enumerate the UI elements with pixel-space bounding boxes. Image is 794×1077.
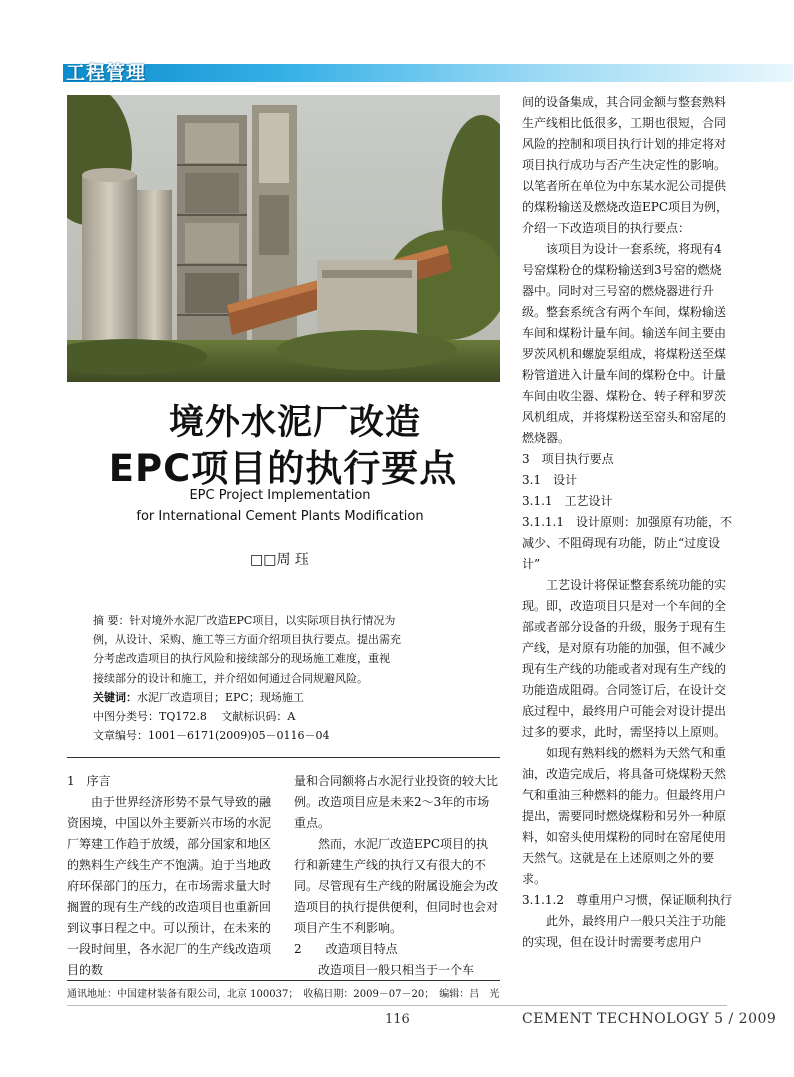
cement-plant-photo bbox=[67, 95, 500, 382]
section-label: 工程管理 bbox=[66, 62, 147, 84]
body-column-middle bbox=[294, 771, 500, 981]
body-paragraph: 如现有熟料线的燃料为天然气和重油，改造完成后，将具备可烧煤粉天然气和重油三种燃料的能力。但最终用户提出，需要同时燃烧煤粉和另外一种原料，如窑头使用煤粉的同时在窑尾使用天然气。这就是在上述原则之外的要求。 bbox=[522, 746, 727, 886]
body-paragraph: 3.1.1.2 尊重用户习惯，保证顺利执行 bbox=[522, 893, 732, 907]
title-chinese-line-2: EPC项目的执行要点 bbox=[108, 447, 458, 490]
body-paragraph: 量和合同额将占水泥行业投资的较大比例。改造项目应是未来2～3年的市场重点。 bbox=[294, 774, 499, 830]
keywords-value: 水泥厂改造项目；EPC；现场施工 bbox=[137, 690, 304, 704]
body-column-left bbox=[67, 771, 275, 981]
body-paragraph: 此外，最终用户一般只关注于功能的实现，但在设计时需要考虑用户 bbox=[522, 914, 727, 949]
body-paragraph: 3.1.1.1 设计原则：加强原有功能，不减少、不阻碍现有功能，防止“过度设计” bbox=[522, 515, 732, 571]
abstract-line: 接续部分的设计和施工，并介绍如何通过合同规避风险。 bbox=[93, 671, 368, 685]
abstract-line: 分考虑改造项目的执行风险和接续部分的现场施工难度，重视 bbox=[93, 652, 390, 666]
abstract-line: 摘 要：针对境外水泥厂改造EPC项目，以实际项目执行情况为 bbox=[93, 614, 396, 627]
body-paragraph: 间的设备集成，其合同金额与整套熟料生产线相比低很多，工期也很短，合同风险的控制和项目执行计划的排定将对项目执行成功与否产生决定性的影响。以笔者所在单位为中东某水泥公司提供的煤粉输送及燃烧改造EPC项目为例，介绍一下改造项目的执行要点： bbox=[522, 95, 729, 235]
authors: □□周 珏 bbox=[250, 552, 309, 568]
footnote: 通讯地址：中国建材装备有限公司，北京 100037； 收稿日期：2009－07－20； 编辑：吕 光 bbox=[67, 989, 500, 1000]
section-heading: 2 改造项目特点 bbox=[294, 942, 398, 956]
section-heading: 3.1 设计 bbox=[522, 473, 578, 487]
title-english-line-2: for International Cement Plants Modification bbox=[136, 509, 424, 524]
body-paragraph: 该项目为设计一套系统，将现有4号窑煤粉仓的煤粉输送到3号窑的燃烧器中。同时对三号窑的燃烧器进行升级。整套系统含有两个车间，煤粉输送车间和煤粉计量车间。输送车间主要由罗茨风机和螺旋泵组成，将煤粉送至煤粉管道进入计量车间的煤粉仓中。计量车间由收尘器、煤粉仓、转子秤和罗茨风机组成，并将煤粉送至窑头和窑尾的燃烧器。 bbox=[522, 242, 727, 445]
title-english-line-1: EPC Project Implementation bbox=[189, 488, 371, 503]
footer-rule bbox=[67, 1005, 727, 1006]
body-paragraph: 改造项目一般只相当于一个车 bbox=[318, 963, 475, 977]
body-column-right bbox=[522, 92, 732, 953]
page-number: 116 bbox=[385, 1012, 410, 1027]
abstract-divider bbox=[67, 757, 500, 758]
section-heading: 3 项目执行要点 bbox=[522, 452, 614, 466]
body-paragraph: 工艺设计将保证整套系统功能的实现。即，改造项目只是对一个车间的全部或者部分设备的升级，服务于现有生产线，是对原有功能的加强，但不减少现有生产线的功能或者对现有生产线的功能造成阻碍。合同签订后，在设计交底过程中，最终用户可能会对设计提出过多的要求，此时，需坚持以上原则。 bbox=[522, 578, 727, 739]
keywords bbox=[93, 688, 488, 707]
journal-name: CEMENT TECHNOLOGY 5 / 2009 bbox=[522, 1011, 777, 1027]
keywords-label: 关键词： bbox=[93, 690, 137, 704]
classification-number: 中图分类号：TQ172.8 文献标识码：A bbox=[93, 710, 296, 724]
section-heading: 3.1.1 工艺设计 bbox=[522, 494, 613, 508]
section-heading: 1 序言 bbox=[67, 774, 111, 788]
header-band bbox=[63, 64, 793, 82]
abstract-block bbox=[93, 611, 488, 745]
article-number: 文章编号：1001－6171(2009)05－0116－04 bbox=[93, 729, 330, 743]
body-paragraph: 然而，水泥厂改造EPC项目的执行和新建生产线的执行又有很大的不同。尽管现有生产线的附属设施会为改造项目的执行提供便利，但同时也会对项目产生不利影响。 bbox=[294, 837, 499, 935]
abstract-line: 例，从设计、采购、施工等三方面介绍项目执行要点。提出需充 bbox=[93, 633, 401, 647]
title-chinese-line-1: 境外水泥厂改造 bbox=[168, 403, 421, 443]
footnote-divider bbox=[67, 980, 500, 981]
body-paragraph: 由于世界经济形势不景气导致的融资困境，中国以外主要新兴市场的水泥厂筹建工作趋于放缓，部分国家和地区的熟料生产线生产不饱满。迫于当地政府环保部门的压力，在市场需求量大时搁置的现有生产线的改造项目也重新回到议事日程之中。可以预计，在未来的一段时间里，各水泥厂的生产线改造项目的数 bbox=[67, 795, 272, 977]
